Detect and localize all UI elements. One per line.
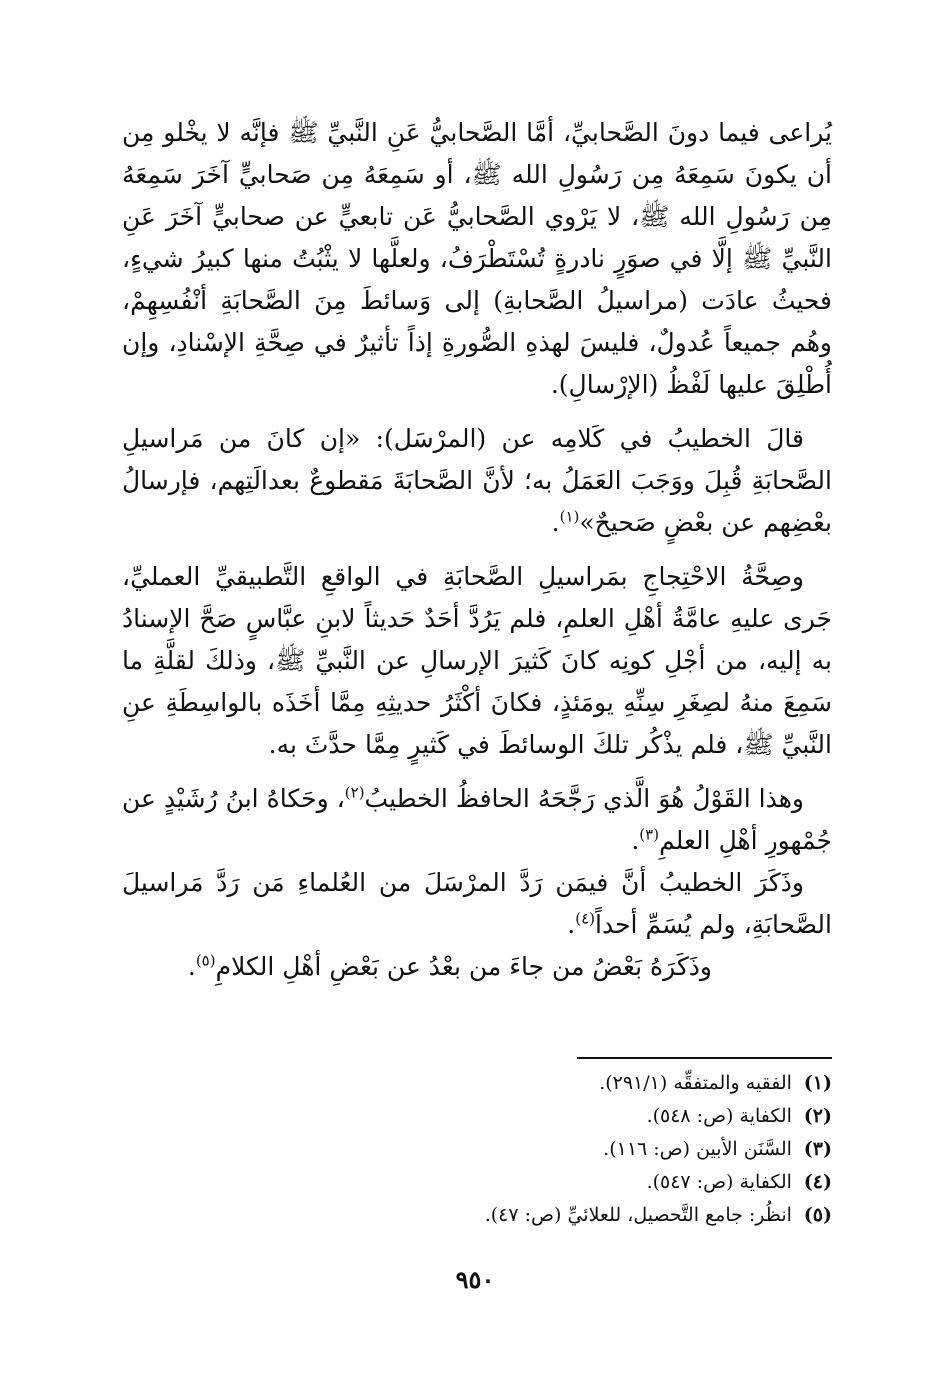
footnote-ref-5[interactable]: (٥) [195,951,216,970]
footnote-text: انظُر: جامع التَّحصيل، للعلائيِّ (ص: ٤٧). [484,1204,792,1226]
paragraph-3 [122,556,832,766]
period: . [631,826,640,855]
paragraph-4-text-b: ، وحَكاهُ ابنُ رُشَيْدٍ عن جُمْهورِ أهْلِ العلمِ [122,784,832,855]
paragraph-4 [122,778,832,862]
page-number: ٩٥٠ [455,1265,495,1294]
footnote-number: (١) [803,1072,832,1094]
footnote-text: السَّنَن الأبين (ص: ١١٦). [603,1138,792,1160]
paragraph-2-text: قالَ الخطيبُ في كَلامِه عن (المرْسَل): «إن كانَ من مَراسيلِ الصَّحابَةِ قُبِلَ ووَجَبَ العَمَلُ به؛ لأنَّ الصَّحابَةَ مَقطوعٌ بعدالَتِهم، فإرسالُ بعْضِهم عن بعْضٍ صَحيحٌ» [122,424,832,537]
period: . [187,952,196,981]
footnote-item [122,1101,832,1131]
paragraph-6-text: وذَكَرَهُ بَعْضُ من جاءَ من بعْدُ عن بَعْضِ أهْلِ الكلامِ [215,952,712,981]
footnote-item [122,1167,832,1197]
footnote-separator [577,1057,832,1059]
paragraph-1 [122,112,832,406]
paragraph-6 [122,946,832,988]
footnote-ref-3[interactable]: (٣) [639,825,660,844]
footnote-number: (٤) [803,1171,832,1193]
footnotes-list [122,1068,832,1233]
paragraph-2 [122,418,832,544]
footnote-item [122,1068,832,1098]
footnote-text: الكفاية (ص: ٥٤٧). [646,1171,792,1193]
paragraph-5-text: وذَكَرَ الخطيبُ أنَّ فيمَن رَدَّ المرْسَلَ من العُلماءِ مَن رَدَّ مَراسيلَ الصَّحابَةِ، ولم يُسَمِّ أحداً [122,868,832,939]
footnote-ref-1[interactable]: (١) [559,507,580,526]
paragraph-1-text: يُراعى فيما دونَ الصَّحابيِّ، أمَّا الصَّحابيُّ عَنِ النَّبيِّ ﷺ فإنَّه لا يخْلو مِن أن يكونَ سَمِعَهُ مِن رَسُولِ الله ﷺ، أو سَمِعَهُ مِن صَحابيٍّ آخَرَ سَمِعَهُ مِن رَسُولِ الله ﷺ، لا يَرْوي الصَّحابيُّ عَن تابعيٍّ عن صحابيٍّ آخَرَ عَنِ النَّبيِّ ﷺ إلَّا في صوَرٍ نادرةٍ تُسْتَطْرَفُ، ولعلَّها لا يثْبُتُ منها كبيرُ شيءٍ، فحيثُ عادَت (مراسيلُ الصَّحابةِ) إلى وَسائطَ مِنَ الصَّحابَةِ أنْفُسِهِمْ، وهُم جميعاً عُدولٌ، فليسَ لهذهِ الصُّورةِ إذاً تأثيرٌ في صِحَّةِ الإسْنادِ، وإن أُطْلِقَ عليها لَفْظُ (الإرْسالِ). [122,118,832,399]
footnote-number: (٥) [803,1204,832,1226]
paragraph-4-text-a: وهذا القَوْلُ هُوَ الَّذي رَجَّحَهُ الحافظُ الخطيبُ [364,784,804,813]
footnote-item [122,1200,832,1230]
main-text [122,112,832,988]
footnote-ref-2[interactable]: (٢) [344,783,365,802]
period: . [567,910,576,939]
paragraph-5 [122,862,832,946]
period: . [551,508,560,537]
footnote-number: (٣) [803,1138,832,1160]
footnote-ref-4[interactable]: (٤) [575,909,596,928]
footnote-item [122,1134,832,1164]
footnote-number: (٢) [803,1105,832,1127]
footnote-text: الكفاية (ص: ٥٤٨). [646,1105,792,1127]
paragraph-3-text: وصِحَّةُ الاحْتِجاجِ بمَراسيلِ الصَّحابَةِ في الواقعِ التَّطبيقيِّ العمليِّ، جَرى عليهِ عامَّةُ أهْلِ العلمِ، فلم يَرُدَّ أحَدٌ حَديثاً لابنِ عبَّاسٍ صَحَّ الإسنادُ به إليه، من أجْلِ كونِه كانَ كَثيرَ الإرسالِ عن النَّبيِّ ﷺ، وذلكَ لقلَّةِ ما سَمِعَ منهُ لصِغَرِ سِنِّهِ يومَئذٍ، فكانَ أكْثَرُ حديثِهِ مِمَّا أخَذَه بالواسِطَةِ عنِ النَّبيِّ ﷺ، فلم يذْكُر تلكَ الوسائطَ في كَثيرٍ مِمَّا حدَّثَ به. [122,562,832,759]
footnote-text: الفقيه والمتفقِّه (٢٩١/١). [599,1072,792,1094]
